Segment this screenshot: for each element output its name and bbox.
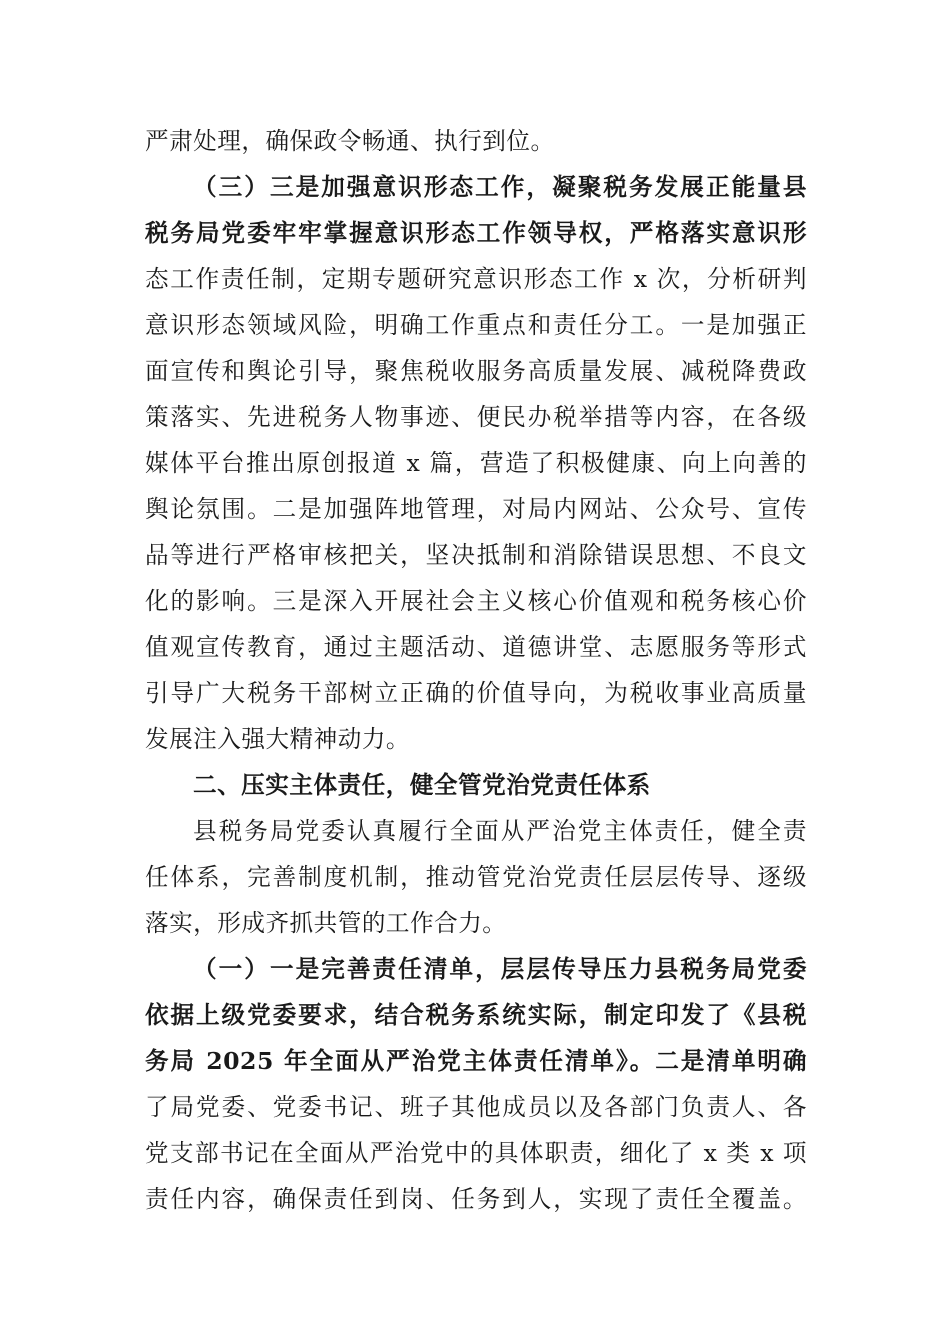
subsection-title-line: （一）一是完善责任清单，层层传导压力县税务局党委 (193, 955, 807, 983)
subsection-title-line: （三）三是加强意识形态工作，凝聚税务发展正能量县 (193, 173, 807, 201)
body-line: 引导广大税务干部树立正确的价值导向，为税收事业高质量 (145, 679, 807, 707)
body-line: 落实，形成齐抓共管的工作合力。 (145, 909, 507, 937)
body-line: 严肃处理，确保政令畅通、执行到位。 (145, 127, 555, 155)
body-line: 县税务局党委认真履行全面从严治党主体责任，健全责 (193, 817, 807, 845)
body-line: 意识形态领域风险，明确工作重点和责任分工。一是加强正 (145, 311, 807, 339)
body-line: 舆论氛围。二是加强阵地管理，对局内网站、公众号、宣传 (145, 495, 807, 523)
subsection-title-line: 依据上级党委要求，结合税务系统实际，制定印发了《县税 (145, 1001, 807, 1029)
body-line: 发展注入强大精神动力。 (145, 725, 411, 753)
body-line: 媒体平台推出原创报道 x 篇，营造了积极健康、向上向善的 (145, 449, 807, 477)
body-line: 值观宣传教育，通过主题活动、道德讲堂、志愿服务等形式 (145, 633, 807, 661)
body-line: 面宣传和舆论引导，聚焦税收服务高质量发展、减税降费政 (145, 357, 807, 385)
body-line: 策落实、先进税务人物事迹、便民办税举措等内容，在各级 (145, 403, 807, 431)
subsection-title-line: 税务局党委牢牢掌握意识形态工作领导权，严格落实意识形 (145, 219, 807, 247)
body-line: 品等进行严格审核把关，坚决抵制和消除错误思想、不良文 (145, 541, 807, 569)
document-page (145, 118, 807, 1222)
body-line: 化的影响。三是深入开展社会主义核心价值观和税务核心价 (145, 587, 807, 615)
body-line: 态工作责任制，定期专题研究意识形态工作 x 次，分析研判 (145, 265, 807, 293)
body-line: 任体系，完善制度机制，推动管党治党责任层层传导、逐级 (145, 863, 807, 891)
section-heading: 二、压实主体责任，健全管党治党责任体系 (193, 771, 651, 799)
body-line: 党支部书记在全面从严治党中的具体职责，细化了 x 类 x 项 (145, 1139, 807, 1167)
subsection-title-line: 务局 2025 年全面从严治党主体责任清单》。二是清单明确 (145, 1047, 807, 1075)
body-line: 了局党委、党委书记、班子其他成员以及各部门负责人、各 (145, 1093, 807, 1121)
body-line: 责任内容，确保责任到岗、任务到人，实现了责任全覆盖。 (145, 1185, 807, 1213)
